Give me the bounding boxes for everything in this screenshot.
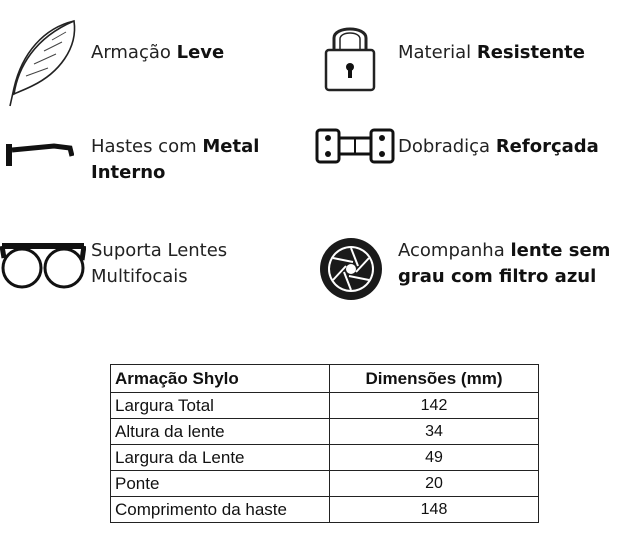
table-row [111, 419, 539, 445]
table-cell: 142 [330, 393, 539, 419]
table-header: Dimensões (mm) [330, 365, 539, 393]
table-cell: Largura da Lente [111, 445, 330, 471]
feature-hastes: Hastes com Metal Interno [91, 136, 260, 183]
feature-multifocais: Suporta Lentes Multifocais [91, 240, 228, 287]
table-header: Armação Shylo [111, 365, 330, 393]
hinge-icon [313, 124, 397, 172]
padlock-icon [322, 18, 378, 98]
table-cell: Altura da lente [111, 419, 330, 445]
table-row [111, 471, 539, 497]
feather-icon [4, 18, 80, 114]
feature-material-resistente: Material Resistente [398, 42, 585, 63]
feature-lente-filtro-azul: Acompanha lente sem grau com filtro azul [398, 240, 611, 287]
table-cell: 49 [330, 445, 539, 471]
table-cell: Ponte [111, 471, 330, 497]
glasses-temple-icon [4, 140, 74, 174]
table-cell: 20 [330, 471, 539, 497]
round-glasses-icon [0, 238, 86, 300]
table-row [111, 497, 539, 523]
table-cell: Largura Total [111, 393, 330, 419]
camera-lens-icon [318, 236, 384, 306]
feature-dobradica: Dobradiça Reforçada [398, 136, 599, 157]
table-cell: Comprimento da haste [111, 497, 330, 523]
table-cell: 148 [330, 497, 539, 523]
feature-armacao-leve: Armação Leve [91, 42, 225, 63]
table-header-row [111, 365, 539, 393]
table-cell: 34 [330, 419, 539, 445]
dimensions-table [110, 364, 539, 523]
table-row [111, 445, 539, 471]
table-row [111, 393, 539, 419]
